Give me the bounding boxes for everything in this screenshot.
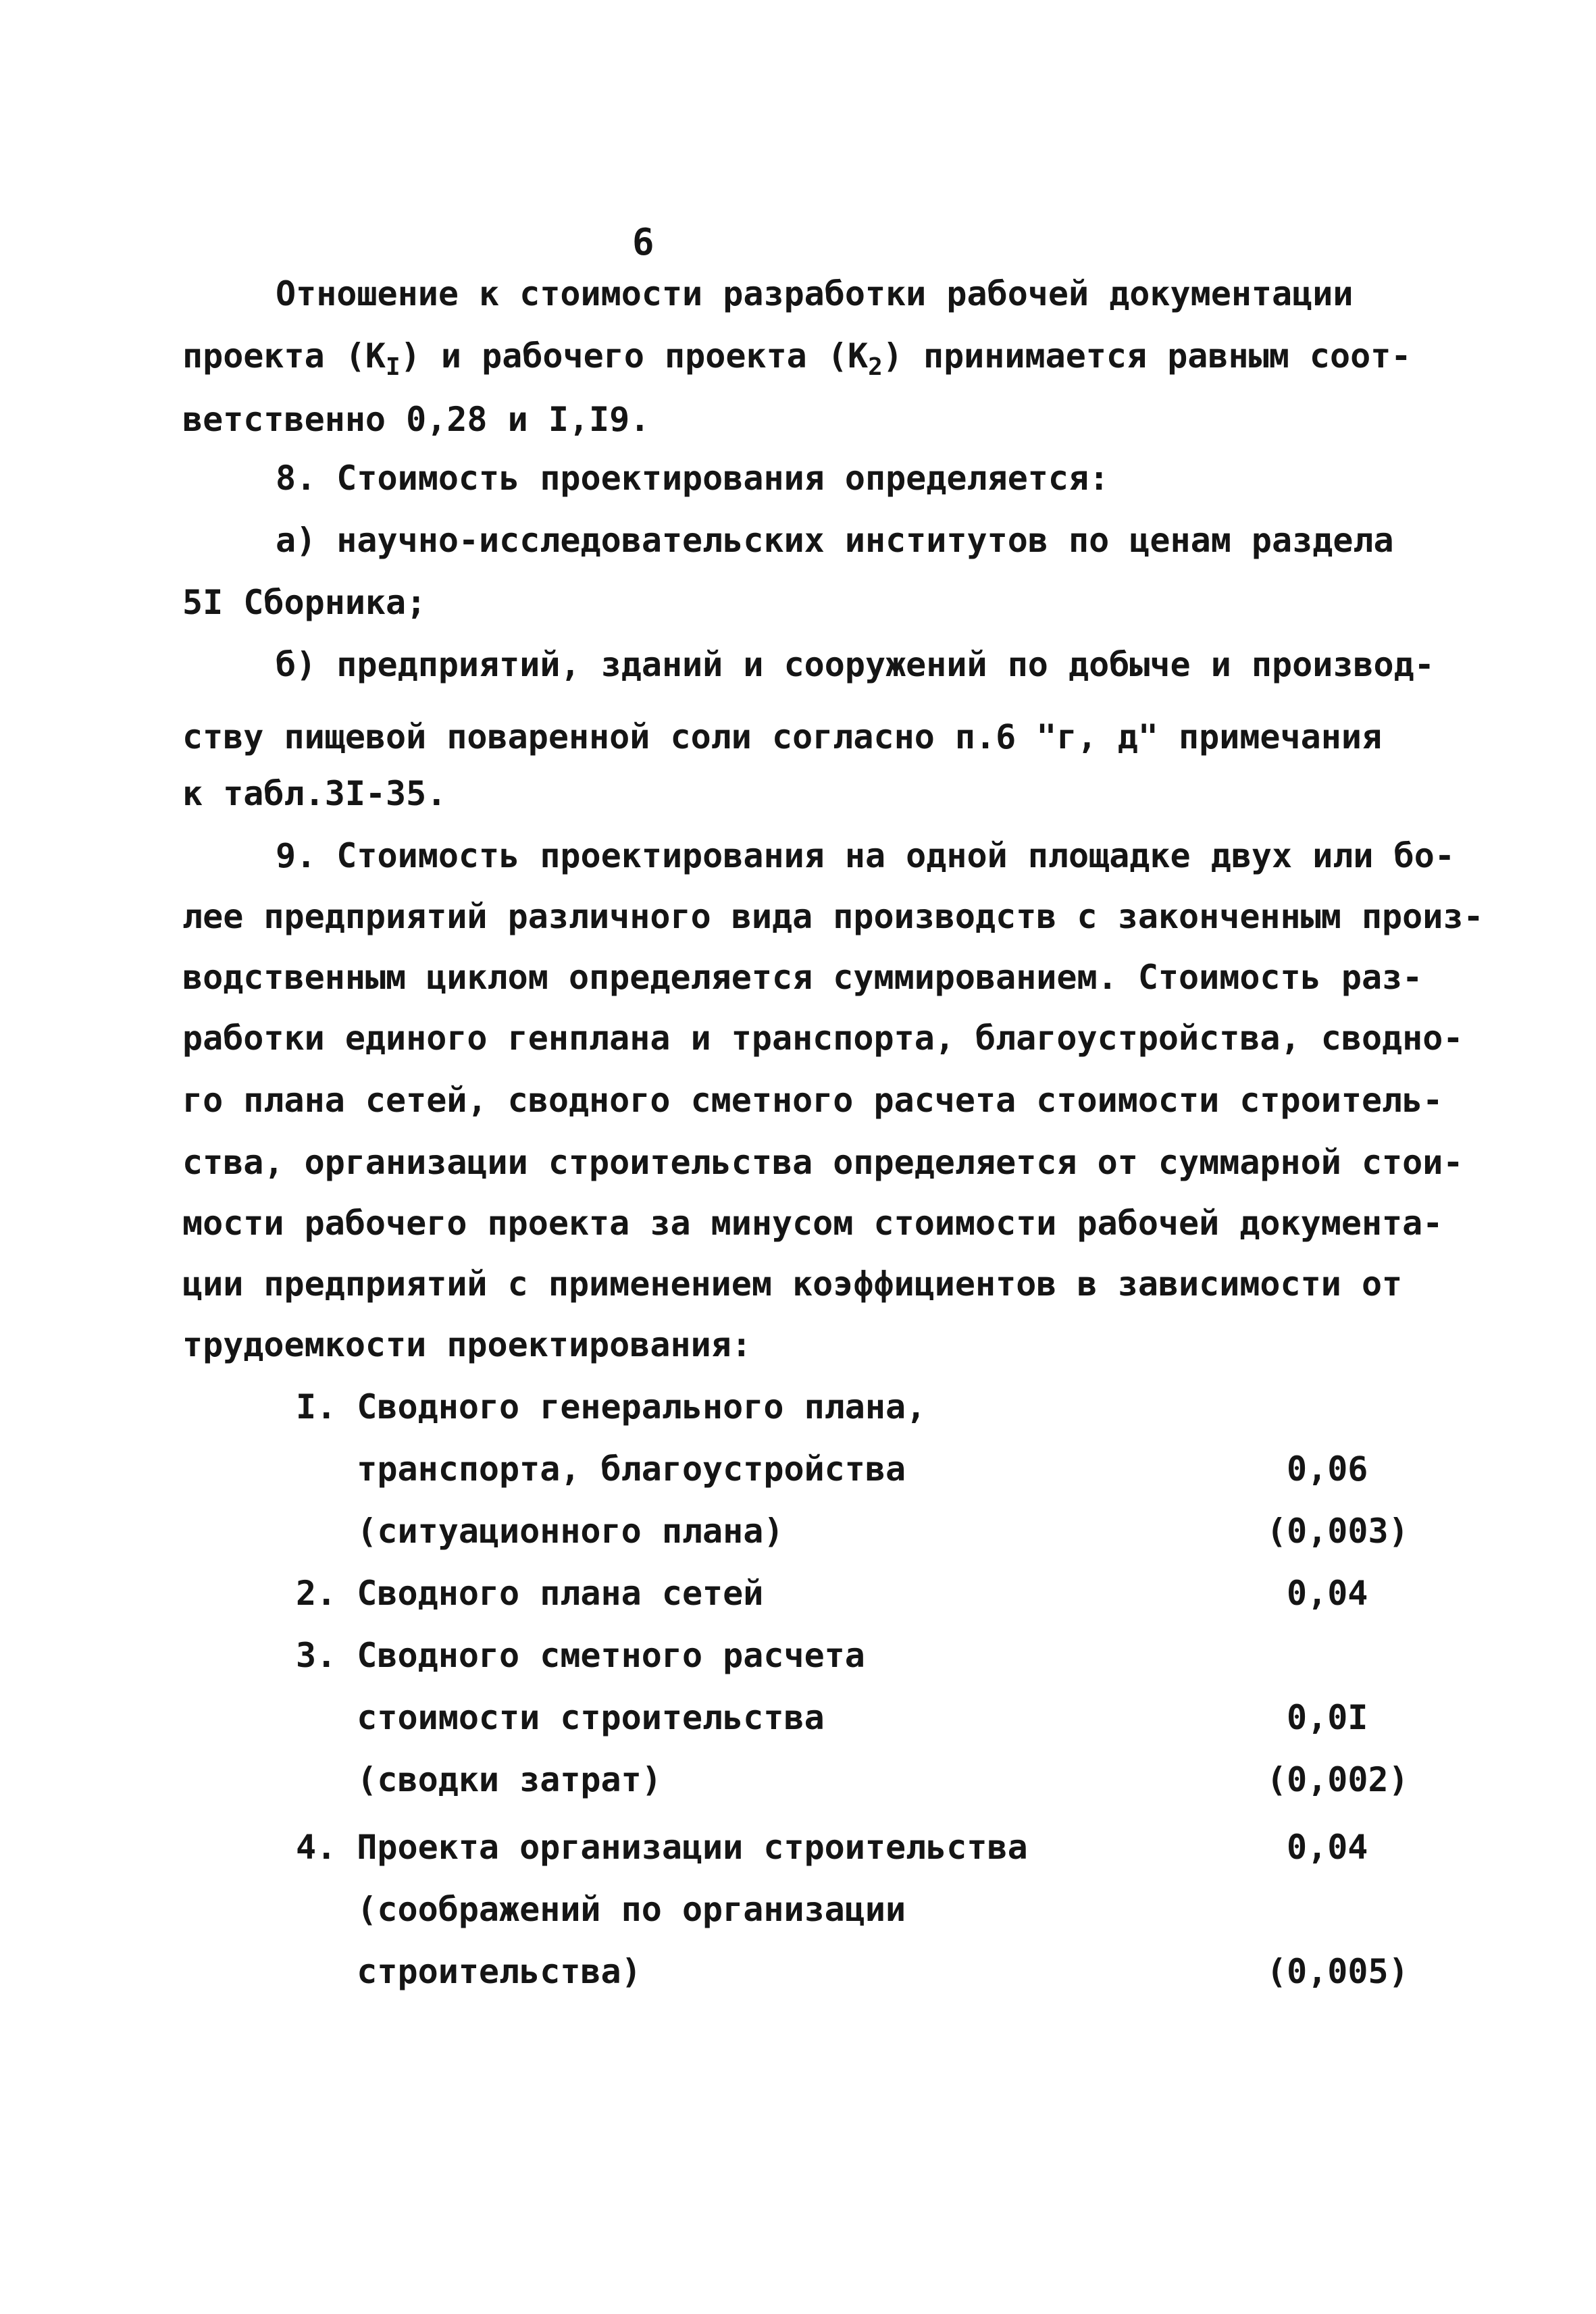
coef-value-3-alt: (0,002) xyxy=(1266,1760,1409,1799)
item8-line-b-cont-2: к табл.3I-35. xyxy=(182,774,447,813)
subscript-1: I xyxy=(386,353,401,381)
item9-line-9: трудоемкости проектирования: xyxy=(182,1325,752,1364)
coef-item-3-title: 3. Сводного сметного расчета xyxy=(296,1636,865,1675)
coef-item-4-line-3: строительства) xyxy=(296,1952,642,1991)
item9-line-7: мости рабочего проекта за минусом стоимости рабочей документа- xyxy=(182,1204,1443,1243)
item9-line-3: водственным циклом определяется суммированием. Стоимость раз- xyxy=(182,958,1423,997)
item9-line-2: лее предприятий различного вида производств с законченным произ- xyxy=(182,897,1484,936)
coef-item-3-line-3: (сводки затрат) xyxy=(296,1760,662,1799)
intro-text-a: проекта (К xyxy=(182,336,386,376)
item9-line-5: го плана сетей, сводного сметного расчета стоимости строитель- xyxy=(182,1081,1443,1120)
subscript-2: 2 xyxy=(868,353,883,381)
intro-line-3: ветственно 0,28 и I,I9. xyxy=(182,400,650,439)
page-number: 6 xyxy=(632,221,654,263)
coef-value-4: 0,04 xyxy=(1287,1828,1368,1867)
intro-line-2 xyxy=(182,336,1412,381)
item9-line-4: работки единого генплана и транспорта, благоустройства, сводно- xyxy=(182,1019,1464,1058)
item8-heading: 8. Стоимость проектирования определяется: xyxy=(276,459,1110,498)
coef-item-1-line-2: транспорта, благоустройства xyxy=(296,1449,906,1489)
coef-value-3: 0,0I xyxy=(1287,1698,1368,1737)
coef-item-2-title: 2. Сводного плана сетей xyxy=(296,1574,764,1613)
item9-line-8: ции предприятий с применением коэффициентов в зависимости от xyxy=(182,1264,1403,1304)
coef-item-3-line-2: стоимости строительства xyxy=(296,1698,825,1737)
item8-line-a-cont: 5I Сборника; xyxy=(182,583,427,622)
coef-value-4-alt: (0,005) xyxy=(1266,1952,1409,1991)
item9-line-1: 9. Стоимость проектирования на одной площадке двух или бо- xyxy=(276,836,1455,875)
coef-item-1-line-3: (ситуационного плана) xyxy=(296,1512,784,1551)
coef-value-1: 0,06 xyxy=(1287,1449,1368,1489)
item8-line-b-cont-1: ству пищевой поваренной соли согласно п.6 "г, д" примечания xyxy=(182,717,1383,756)
coef-item-1-title: I. Сводного генерального плана, xyxy=(296,1387,927,1426)
intro-text-c: ) принимается равным соот- xyxy=(882,336,1412,376)
coef-item-4-title: 4. Проекта организации строительства xyxy=(296,1828,1028,1867)
item9-line-6: ства, организации строительства определяется от суммарной стои- xyxy=(182,1143,1464,1182)
intro-text-b: ) и рабочего проекта (К xyxy=(400,336,869,376)
intro-line-1: Отношение к стоимости разработки рабочей документации xyxy=(276,274,1354,313)
coef-value-1-alt: (0,003) xyxy=(1266,1512,1409,1551)
coef-value-2: 0,04 xyxy=(1287,1574,1368,1613)
coef-item-4-line-2: (соображений по организации xyxy=(296,1890,906,1929)
item8-line-a: а) научно-исследовательских институтов по ценам раздела xyxy=(276,521,1394,560)
item8-line-b: б) предприятий, зданий и сооружений по добыче и производ- xyxy=(276,645,1435,684)
